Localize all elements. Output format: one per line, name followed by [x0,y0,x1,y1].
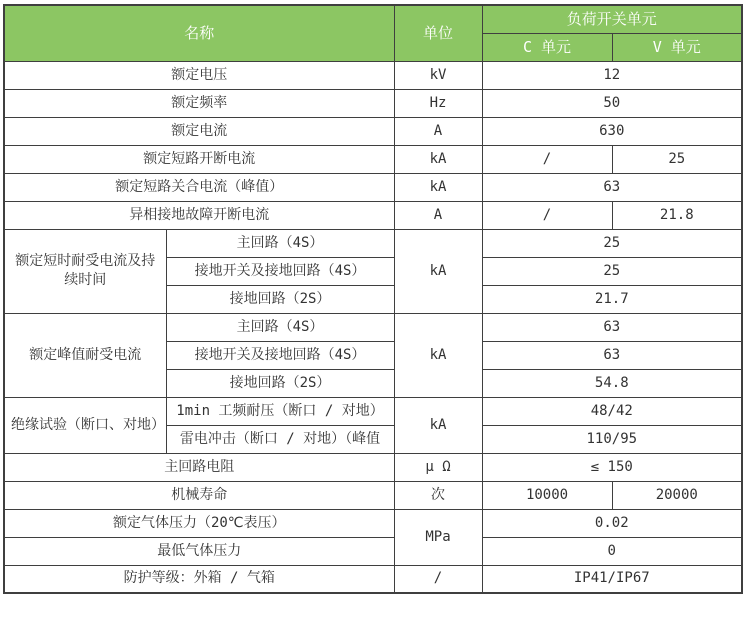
cell-value-c: 10000 [482,481,612,509]
cell-unit: / [394,565,482,593]
header-sub-v: V 单元 [612,33,742,61]
cell-name: 异相接地故障开断电流 [4,201,394,229]
header-unit: 单位 [394,5,482,61]
cell-name: 额定气体压力（20℃表压） [4,509,394,537]
cell-value-c: / [482,201,612,229]
row-main-circuit-resistance [4,453,742,481]
row-earth-fault-breaking-current [4,201,742,229]
cell-value: 63 [482,173,742,201]
cell-value: 0 [482,537,742,565]
cell-sub-label: 主回路（4S） [166,313,394,341]
cell-unit: kA [394,313,482,397]
cell-value-v: 25 [612,145,742,173]
cell-value: 63 [482,313,742,341]
row-protection-class [4,565,742,593]
cell-name: 额定电流 [4,117,394,145]
cell-value: 25 [482,229,742,257]
cell-group-name: 额定短时耐受电流及持续时间 [4,229,166,313]
header-sub-c: C 单元 [482,33,612,61]
cell-group-name: 绝缘试验（断口、对地） [4,397,166,453]
cell-value: 0.02 [482,509,742,537]
row-short-circuit-breaking-current [4,145,742,173]
row-insulation-test-1 [4,397,742,425]
cell-name: 额定短路开断电流 [4,145,394,173]
cell-unit: Hz [394,89,482,117]
cell-sub-label: 接地开关及接地回路（4S） [166,341,394,369]
cell-unit: kA [394,173,482,201]
cell-value: 54.8 [482,369,742,397]
cell-name: 主回路电阻 [4,453,394,481]
cell-value: 50 [482,89,742,117]
spec-table [3,4,743,594]
cell-value-v: 21.8 [612,201,742,229]
cell-unit: kV [394,61,482,89]
header-row-1 [4,5,742,33]
cell-name: 防护等级：外箱 / 气箱 [4,565,394,593]
cell-unit: μ Ω [394,453,482,481]
cell-value: 25 [482,257,742,285]
cell-unit: A [394,117,482,145]
cell-unit: MPa [394,509,482,565]
row-rated-current [4,117,742,145]
cell-sub-label: 1min 工频耐压（断口 / 对地） [166,397,394,425]
cell-unit: 次 [394,481,482,509]
cell-value-c: / [482,145,612,173]
cell-sub-label: 接地回路（2S） [166,285,394,313]
cell-sub-label: 雷电冲击（断口 / 对地）（峰值 [166,425,394,453]
cell-sub-label: 主回路（4S） [166,229,394,257]
cell-value: 21.7 [482,285,742,313]
cell-value: ≤ 150 [482,453,742,481]
row-rated-voltage [4,61,742,89]
cell-value: 63 [482,341,742,369]
cell-unit: kA [394,397,482,453]
header-group: 负荷开关单元 [482,5,742,33]
cell-unit: A [394,201,482,229]
cell-value: 48/42 [482,397,742,425]
header-name: 名称 [4,5,394,61]
cell-name: 最低气体压力 [4,537,394,565]
cell-value: 630 [482,117,742,145]
cell-name: 额定频率 [4,89,394,117]
cell-value: 110/95 [482,425,742,453]
row-rated-frequency [4,89,742,117]
cell-name: 额定电压 [4,61,394,89]
cell-value-v: 20000 [612,481,742,509]
cell-group-name: 额定峰值耐受电流 [4,313,166,397]
cell-value: IP41/IP67 [482,565,742,593]
row-mechanical-life [4,481,742,509]
cell-name: 机械寿命 [4,481,394,509]
cell-unit: kA [394,229,482,313]
cell-sub-label: 接地回路（2S） [166,369,394,397]
row-minimum-gas-pressure [4,537,742,565]
cell-unit: kA [394,145,482,173]
row-short-circuit-making-current [4,173,742,201]
row-short-time-withstand-1 [4,229,742,257]
cell-value: 12 [482,61,742,89]
cell-sub-label: 接地开关及接地回路（4S） [166,257,394,285]
row-peak-withstand-1 [4,313,742,341]
row-rated-gas-pressure [4,509,742,537]
cell-name: 额定短路关合电流（峰值） [4,173,394,201]
